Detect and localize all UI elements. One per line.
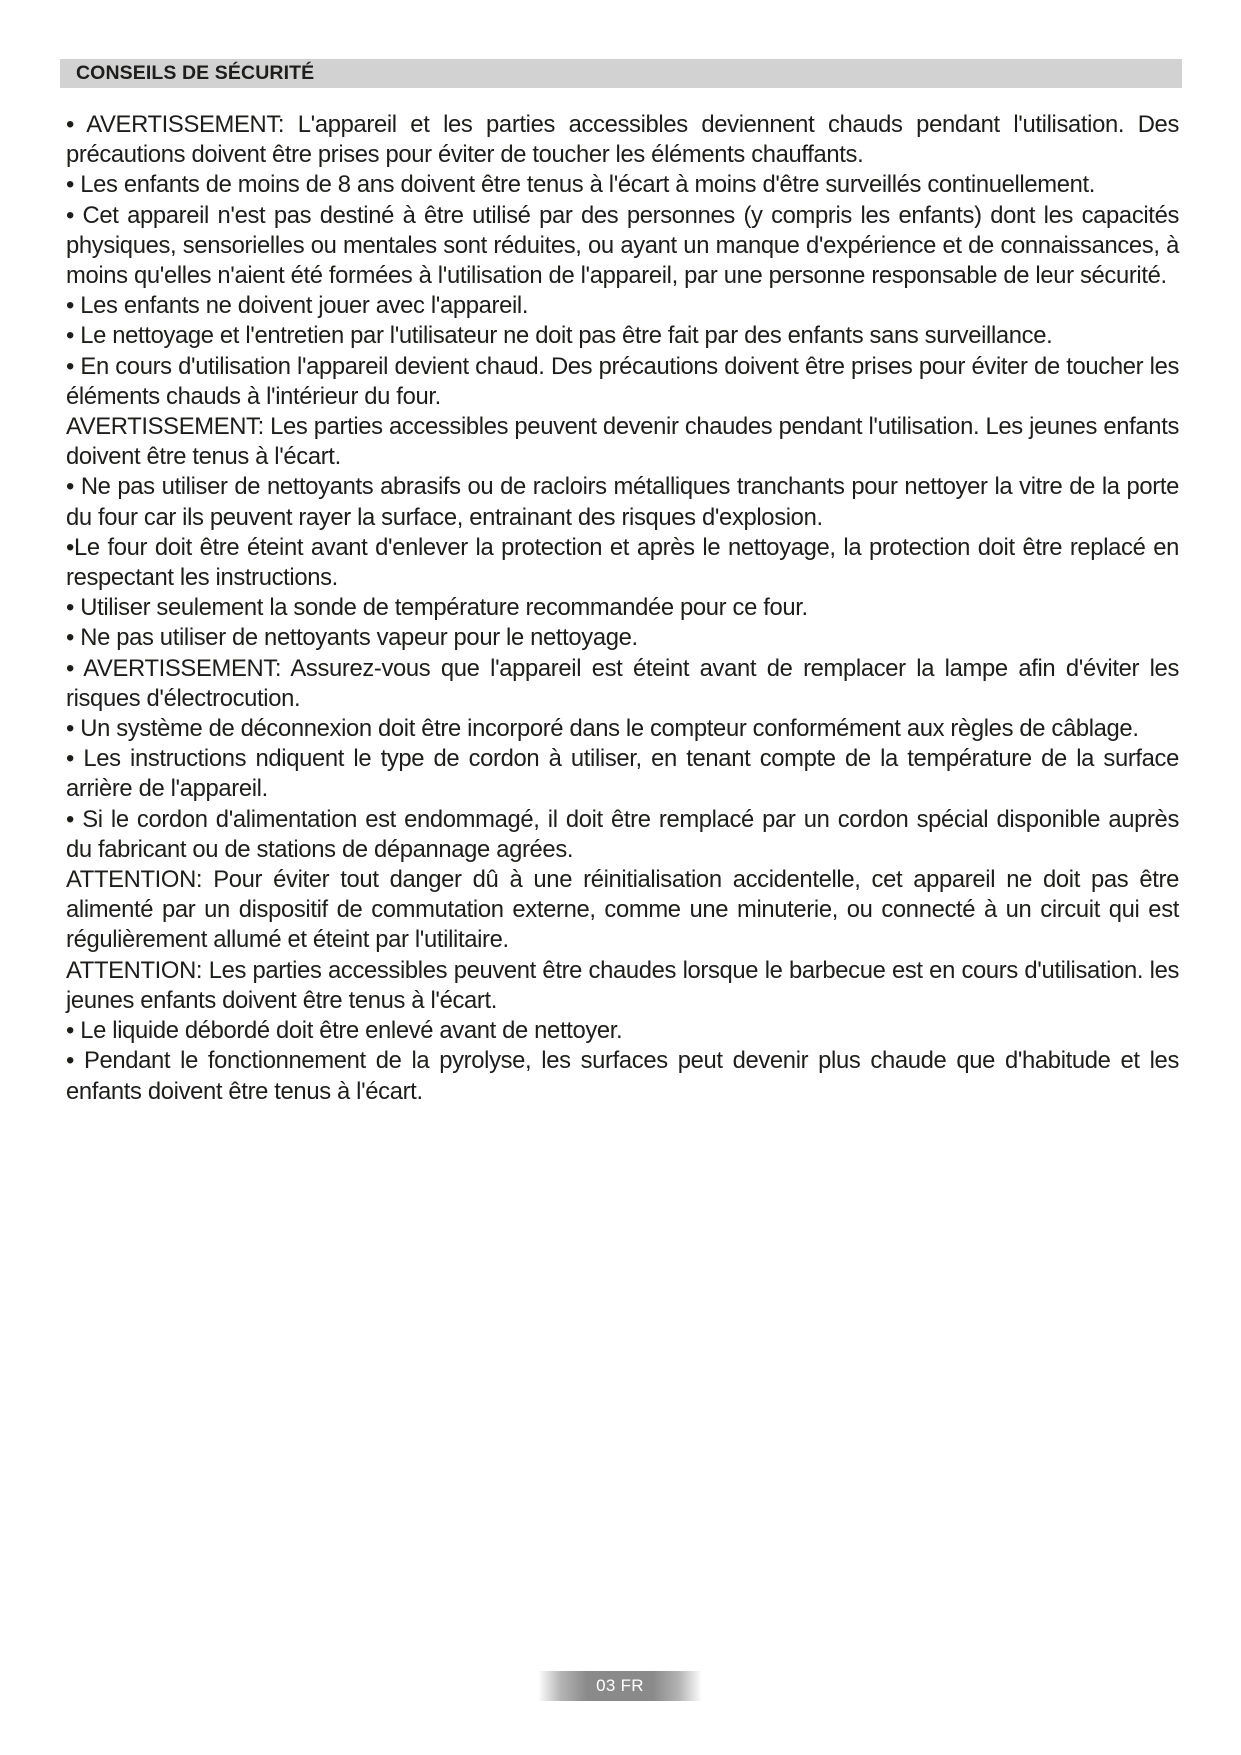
paragraph: • Si le cordon d'alimentation est endommagé, il doit être remplacé par un cordon spécial disponible auprès du fabricant ou de stations de dépannage agrées. [66, 805, 1179, 863]
page-number: 03 FR [596, 1676, 644, 1695]
paragraph: • Utiliser seulement la sonde de température recommandée pour ce four. [66, 594, 808, 622]
safety-instructions [66, 110, 1179, 1107]
paragraph: ATTENTION: Les parties accessibles peuvent être chaudes lorsque le barbecue est en cours d'utilisation. les jeunes enfants doivent être tenus à l'écart. [66, 956, 1179, 1014]
page-number-tab [538, 1671, 702, 1701]
paragraph: • En cours d'utilisation l'appareil devient chaud. Des précautions doivent être prises pour éviter de toucher les éléments chauds à l'intérieur du four. [66, 352, 1179, 410]
paragraph: • Un système de déconnexion doit être incorporé dans le compteur conformément aux règles de câblage. [66, 715, 1139, 743]
section-header-bar [60, 59, 1182, 88]
section-title: CONSEILS DE SÉCURITÉ [76, 62, 315, 84]
paragraph: • Pendant le fonctionnement de la pyrolyse, les surfaces peut devenir plus chaude que d'habitude et les enfants doivent être tenus à l'écart. [66, 1047, 1179, 1105]
paragraph: • Les instructions ndiquent le type de cordon à utiliser, en tenant compte de la température de la surface arrière de l'appareil. [66, 745, 1179, 803]
paragraph: AVERTISSEMENT: Les parties accessibles peuvent devenir chaudes pendant l'utilisation. Les jeunes enfants doivent être tenus à l'écart. [66, 413, 1179, 471]
paragraph: • Cet appareil n'est pas destiné à être utilisé par des personnes (y compris les enfants) dont les capacités physiques, sensorielles ou mentales sont réduites, ou ayant un manque d'expérience et de connaissances, à moins qu'elles n'aient été formées à l'utilisation de l'appareil, par une personne responsable de leur sécurité. [66, 201, 1179, 290]
paragraph: • Les enfants de moins de 8 ans doivent être tenus à l'écart à moins d'être surveillés continuellement. [66, 171, 1096, 199]
paragraph: ATTENTION: Pour éviter tout danger dû à une réinitialisation accidentelle, cet appareil ne doit pas être alimenté par un dispositif de commutation externe, comme une minuterie, ou connecté à un circuit qui est régulièrement allumé et éteint par l'utilitaire. [66, 866, 1179, 954]
paragraph: • Le liquide débordé doit être enlevé avant de nettoyer. [66, 1017, 623, 1045]
paragraph: • Le nettoyage et l'entretien par l'utilisateur ne doit pas être fait par des enfants sans surveillance. [66, 322, 1053, 350]
paragraph: • Les enfants ne doivent jouer avec l'appareil. [66, 292, 529, 320]
paragraph: •Le four doit être éteint avant d'enlever la protection et après le nettoyage, la protection doit être replacé en respectant les instructions. [66, 533, 1179, 592]
paragraph: • AVERTISSEMENT: Assurez-vous que l'appareil est éteint avant de remplacer la lampe afin d'éviter les risques d'électrocution. [66, 654, 1179, 712]
paragraph: • Ne pas utiliser de nettoyants abrasifs ou de racloirs métalliques tranchants pour nettoyer la vitre de la porte du four car ils peuvent rayer la surface, entrainant des risques d'explosion. [66, 473, 1179, 531]
paragraph: • AVERTISSEMENT: L'appareil et les parties accessibles deviennent chauds pendant l'utilisation. Des précautions doivent être prises pour éviter de toucher les éléments chauffants. [66, 111, 1179, 169]
paragraph: • Ne pas utiliser de nettoyants vapeur pour le nettoyage. [66, 624, 638, 652]
